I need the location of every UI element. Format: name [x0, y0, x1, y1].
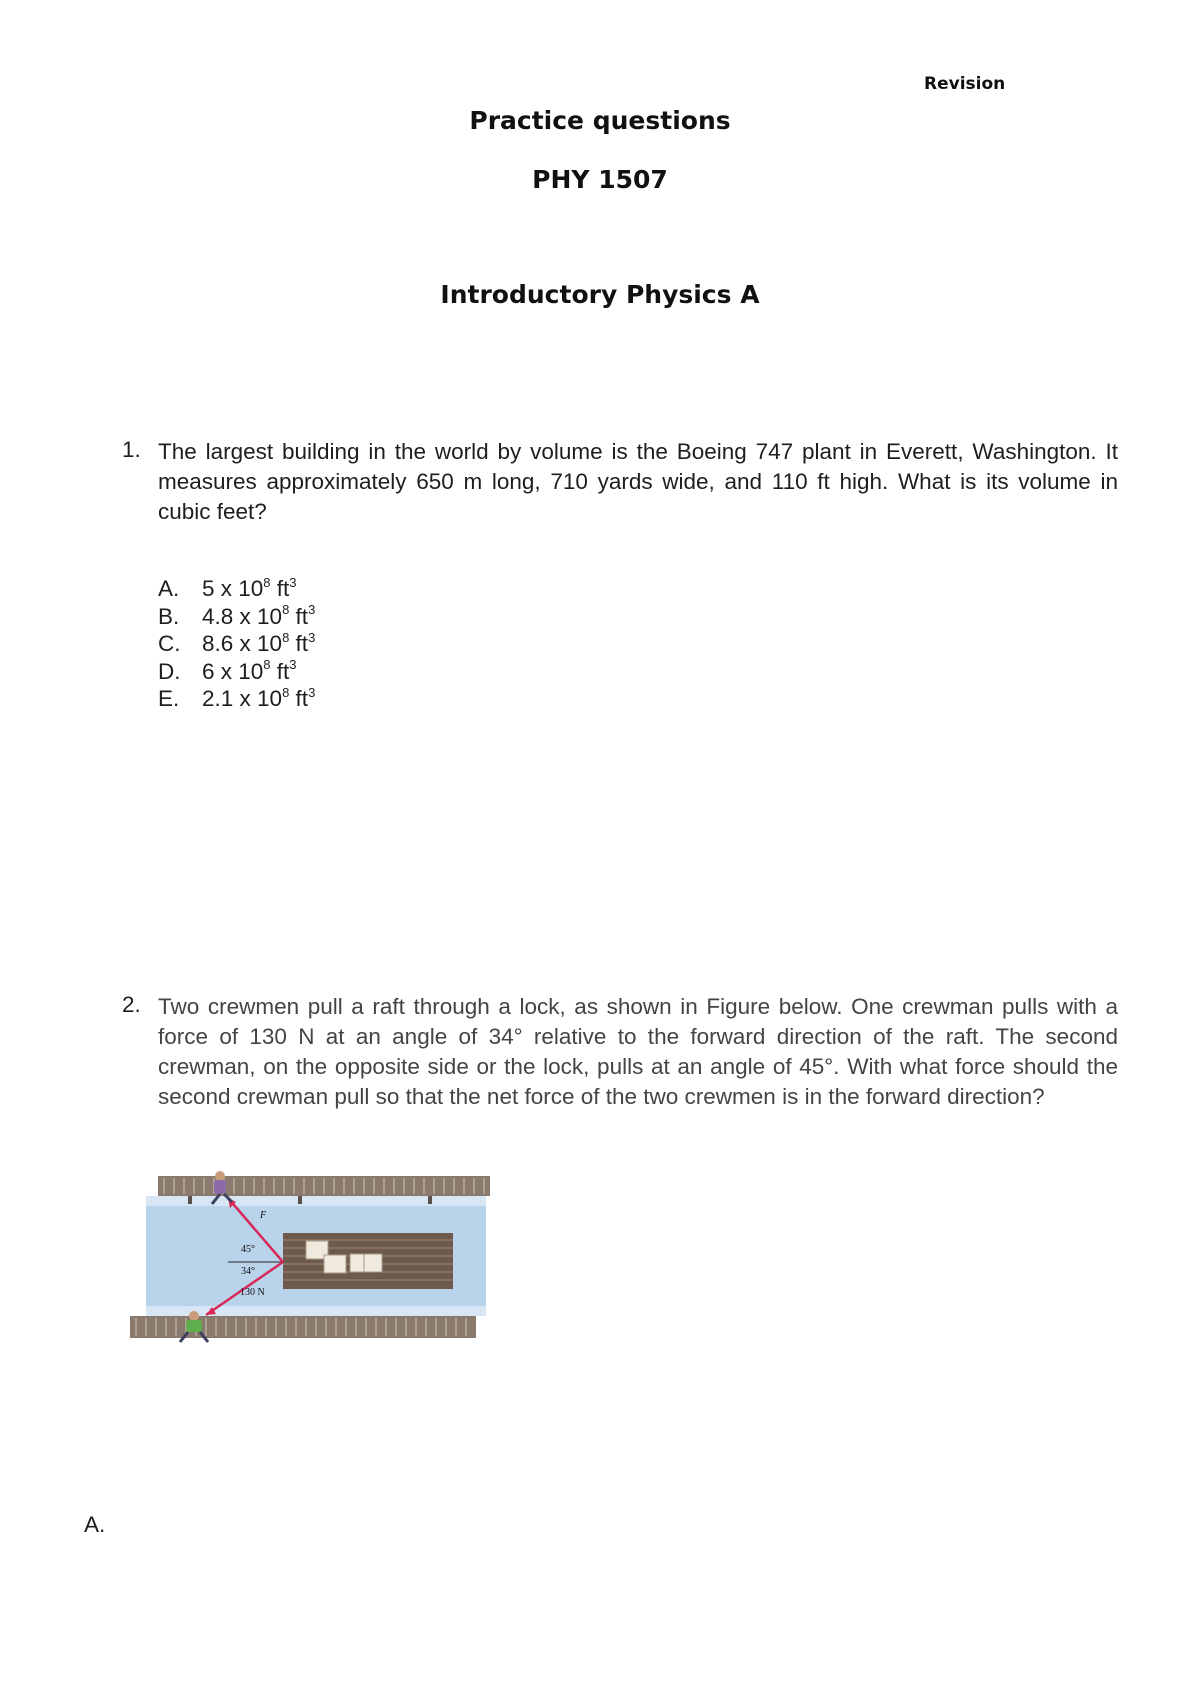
question-number: 1. — [122, 437, 141, 462]
answer-prefix: A. — [84, 1512, 106, 1537]
angle-top-label: 45° — [241, 1244, 255, 1255]
page-title: Practice questions — [469, 106, 731, 135]
course-code: PHY 1507 — [532, 165, 668, 194]
raft — [283, 1233, 453, 1289]
force-f-label: F — [260, 1210, 267, 1221]
option-letter: B. — [158, 603, 180, 629]
option-letter: E. — [158, 686, 180, 711]
option-value: 4.8 x $10^8$ $ft^3$ — [202, 602, 316, 629]
question-text: Two crewmen pull a raft through a lock, as shown in Figure below. One crewman pulls with a force of 130 N at an angle of 34° relative to the forward direction of the raft. The second crewman, on the opposite side or the lock, pulls at an angle of 45°. With what force should the second crewman pull so that the net force of the two crewmen is in the forward direction? — [158, 994, 1118, 1109]
question-number: 2. — [122, 992, 141, 1017]
option-value: 5 x $10^8$ $ft^3$ — [202, 574, 297, 601]
option-letter: C. — [158, 631, 181, 656]
course-name: Introductory Physics A — [440, 280, 760, 309]
force-130n-label: 130 N — [240, 1287, 265, 1298]
raft-lock-figure — [128, 1168, 496, 1346]
question-text: The largest building in the world by volume is the Boeing 747 plant in Everett, Washington. It measures approximately 650 m long, 710 yards wide, and 110 ft high. What is its volume in cubic feet? — [158, 439, 1118, 524]
option-value: 6 x $10^8$ $ft^3$ — [202, 657, 297, 684]
option-letter: D. — [158, 658, 181, 684]
bottom-dock — [130, 1316, 476, 1338]
option-value: 2.1 x $10^8$ $ft^3$ — [202, 684, 316, 711]
revision-label: Revision — [924, 74, 1006, 94]
option-value: 8.6 x $10^8$ $ft^3$ — [202, 629, 316, 656]
option-letter: A. — [158, 576, 180, 601]
angle-bottom-label: 34° — [241, 1266, 255, 1277]
